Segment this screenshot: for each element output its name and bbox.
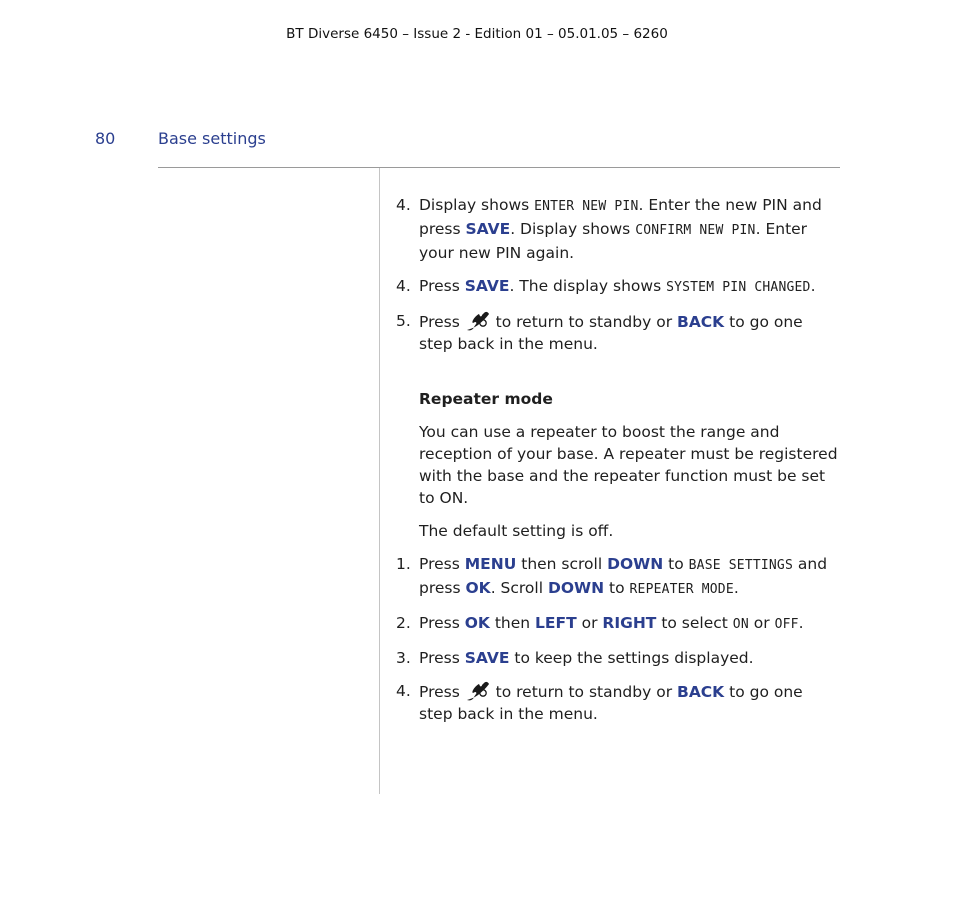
key-back: BACK [677, 683, 725, 701]
end-call-phone-icon [465, 310, 491, 332]
header-divider [158, 167, 840, 168]
key-ok: OK [464, 614, 490, 632]
key-save: SAVE [464, 277, 510, 295]
step-save-pin: 4. Press SAVE. The display shows SYSTEM PIN CHANGED. [396, 277, 816, 295]
document-header: BT Diverse 6450 – Issue 2 - Edition 01 – 05.01.05 – 6260 [286, 26, 668, 42]
column-divider [379, 168, 380, 794]
end-call-phone-icon [465, 680, 491, 702]
display-text: REPEATER MODE [629, 582, 734, 597]
key-back: BACK [677, 313, 725, 331]
repeater-step-4: 4. Press to return to standby or BACK to go one step back in the menu. [396, 682, 803, 723]
display-text: ENTER NEW PIN [534, 199, 639, 214]
repeater-step-1: 1. Press MENU then scroll DOWN to BASE SETTINGS and press OK. Scroll DOWN to REPEATER MODE. [396, 555, 828, 597]
repeater-step-2: 2. Press OK then LEFT or RIGHT to select ON or OFF. [396, 614, 804, 632]
main-content [396, 194, 840, 736]
key-menu: MENU [464, 555, 517, 573]
key-down: DOWN [547, 579, 605, 597]
page-number: 80 [95, 129, 116, 148]
key-down: DOWN [607, 555, 664, 573]
display-text: BASE SETTINGS [688, 558, 793, 573]
display-text: ON [732, 617, 749, 632]
key-save: SAVE [465, 220, 511, 238]
key-ok: OK [465, 579, 491, 597]
display-text: CONFIRM NEW PIN [635, 223, 756, 238]
section-title: Base settings [158, 129, 266, 148]
step-enter-new-pin: 4. Display shows ENTER NEW PIN. Enter the new PIN and press SAVE. Display shows CONFIRM NEW PIN. Enter your new PIN again. [396, 196, 822, 262]
key-right: RIGHT [602, 614, 657, 632]
key-left: LEFT [535, 614, 577, 632]
repeater-step-3: 3. Press SAVE to keep the settings displayed. [396, 649, 754, 667]
repeater-mode-heading: Repeater mode [419, 390, 553, 408]
key-save: SAVE [464, 649, 510, 667]
step-return-standby: 5. Press to return to standby or BACK to go one step back in the menu. [396, 312, 803, 353]
repeater-default: The default setting is off. [419, 522, 614, 540]
display-text: OFF [774, 617, 799, 632]
repeater-intro: You can use a repeater to boost the range and reception of your base. A repeater must be registered with the base and the repeater function must be set to ON. [419, 423, 838, 507]
display-text: SYSTEM PIN CHANGED [666, 280, 811, 295]
